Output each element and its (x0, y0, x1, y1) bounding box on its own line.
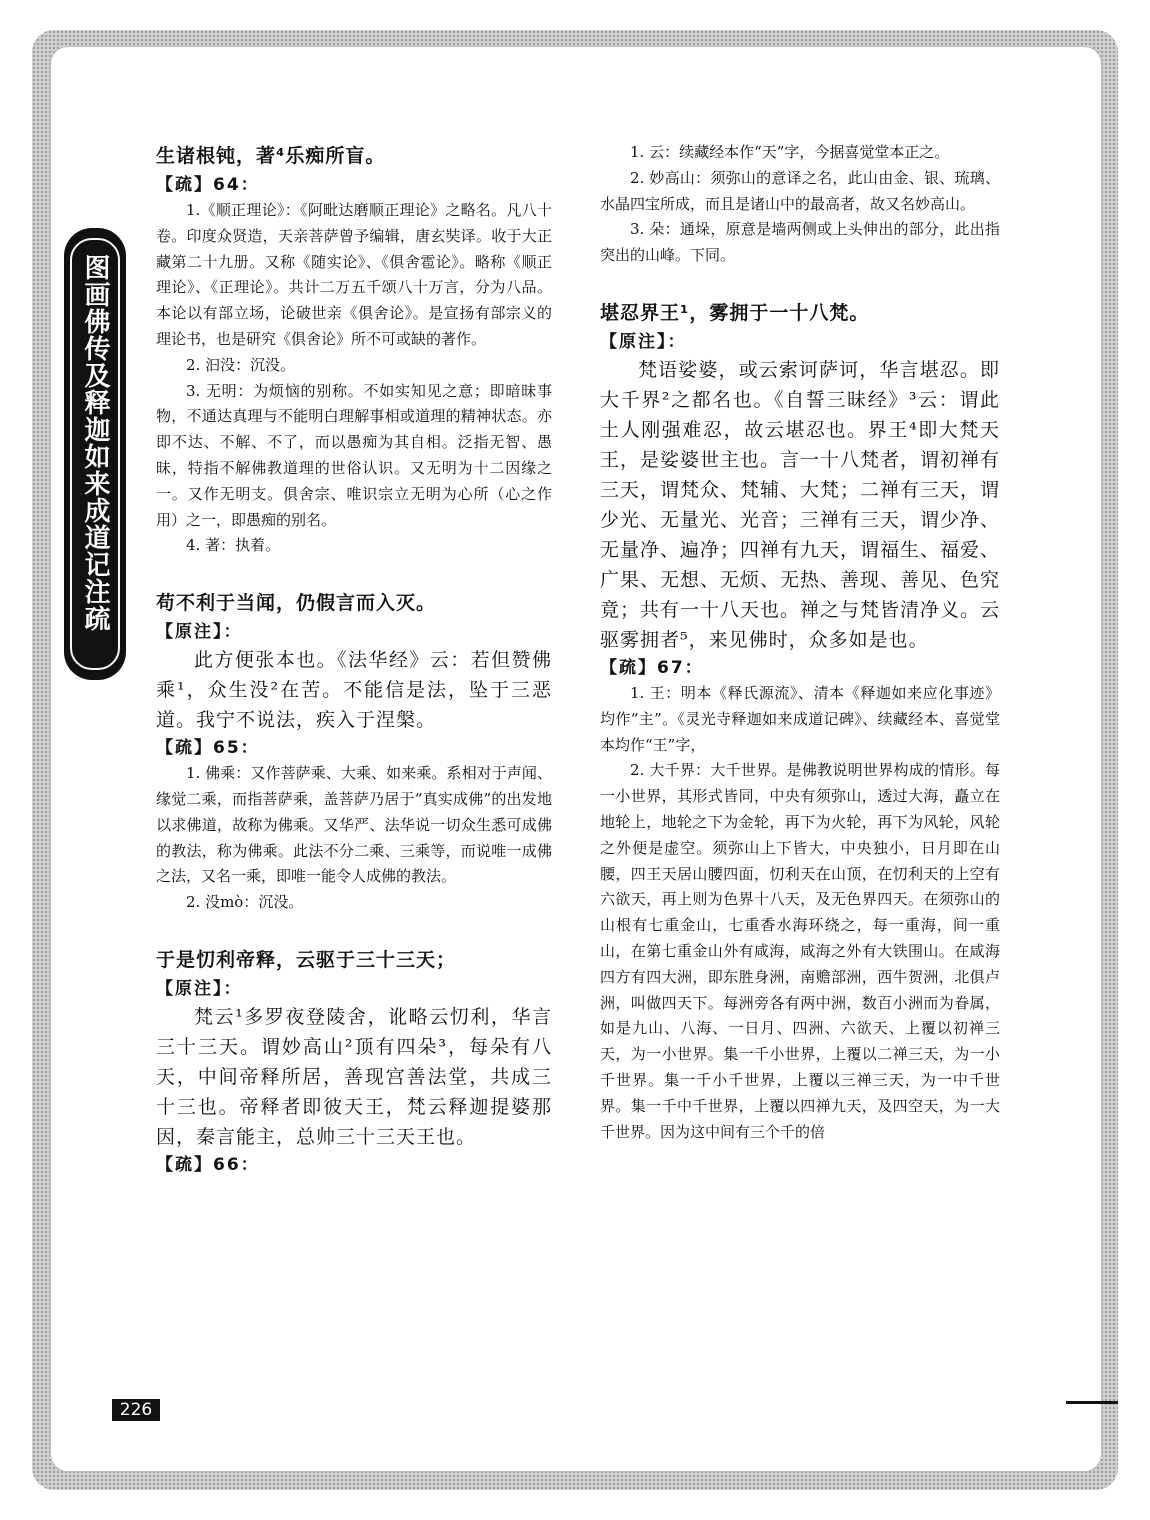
section4-heading: 堪忍界王¹，雾拥于一十八梵。 (600, 301, 870, 324)
spacer (600, 269, 1000, 297)
spacer (156, 916, 552, 944)
section3-label: 【原注】： (156, 978, 243, 999)
section4-label: 【原注】： (600, 331, 687, 352)
section4-body: 梵语娑婆，或云索诃萨诃，华言堪忍。即大千界²之都名也。《自誓三昧经》³云：谓此土人刚强难忍，故云堪忍也。界王⁴即大梵天王，是娑婆世主也。言一十八梵者，谓初禅有三天，谓梵众、梵辅、大梵；二禅有三天，谓少光、无量光、光音；三禅有三天，谓少净、无量净、遍净；四禅有九天，谓福生、福爱、广果、无想、无烦、无热、善现、善见、色究竟；共有一十八天也。禅之与梵皆清净义。云驱雾拥者⁵，来见佛时，众多如是也。 (600, 358, 1001, 651)
shu64-note-1: 1.《顺正理论》：《阿毗达磨顺正理论》之略名。凡八十卷。印度众贤造，天亲菩萨曾予编辑，唐玄奘译。收于大正藏第二十九册。又称《随实论》、《俱舍雹论》。略称《顺正理论》、《正理论》。共计二万五千颂八十万言，分为八品。本论以有部立场，论破世亲《俱舍论》。是宣扬有部宗义的理论书，也是研究《俱舍论》所不可或缺的著作。 (156, 201, 552, 348)
shu65-note-2: 2. 没mò：沉没。 (186, 893, 304, 912)
section3-body: 梵云¹多罗夜登陵舍，讹略云忉利，华言三十三天。谓妙高山²顶有四朵³，每朵有八天，中间帝释所居，善现宫善法堂，共成三十三也。帝释者即彼天王，梵云释迦提婆那因，秦言能主，总帅三十三天王也。 (156, 1005, 552, 1148)
shu67-note-2: 2. 大千界：大千世界。是佛教说明世界构成的情形。每一小世界，其形式皆同，中央有须弥山，透过大海，矗立在地轮上，地轮之下为金轮，再下为火轮，再下为风轮，风轮之外便是虚空。须弥山上下皆大，中央独小，日月即在山腰，四王天居山腰四面，忉利天在山顶，在忉利天的上空有六欲天，再上则为色界十八天，及无色界四天。在须弥山的山根有七重金山，七重香水海环绕之，每一重海，间一重山，在第七重金山外有咸海，咸海之外有大铁围山。在咸海四方有四大洲，即东胜身洲，南赡部洲，西牛贺洲，北俱卢洲，叫做四天下。每洲旁各有两中洲，数百小洲而为眷属，如是九山、八海、一日月、四洲、六欲天、上覆以初禅三天，为一小世界。集一千小世界，上覆以二禅三天，为一小千世界。集一千小千世界，上覆以三禅三天，为一中千世界。集一千中千世界，上覆以四禅九天，及四空天，为一大千世界。因为这中间有三个千的倍 (600, 761, 1000, 1141)
side-title-tab (64, 228, 126, 680)
side-title: 图画佛传及释迦如来成道记注疏 (80, 254, 110, 632)
shu67-note-1: 1. 王：明本《释氏源流》、清本《释迦如来应化事迹》均作“主”。《灵光寺释迦如来成道记碑》、续藏经本、喜觉堂本均作“王”字， (600, 683, 1000, 754)
spacer (156, 559, 552, 587)
shu66-note-3: 3. 朵：通垛，原意是墙两侧或上头伸出的部分，此出指突出的山峰。下同。 (600, 220, 1000, 265)
shu66-note-1: 1. 云：续藏经本作“天”字，今据喜觉堂本正之。 (630, 143, 950, 161)
section2-label: 【原注】： (156, 622, 243, 643)
shu67-label: 【疏】67： (600, 657, 704, 678)
section2-heading: 苟不利于当闻，仍假言而入灭。 (156, 592, 437, 615)
intro-line: 生诸根钝，著⁴乐痴所盲。 (156, 145, 386, 167)
left-column (156, 140, 552, 1178)
right-column (600, 140, 1000, 1145)
shu66-label: 【疏】66： (156, 1154, 260, 1175)
section3-heading: 于是忉利帝释，云驱于三十三天； (156, 948, 457, 971)
shu66-note-2: 2. 妙高山：须弥山的意译之名，此山由金、银、琉璃、水晶四宝所成，而且是诸山中的最高者，故又名妙高山。 (600, 168, 1000, 213)
shu64-note-4: 4. 著：执着。 (186, 536, 281, 555)
page-number: 226 (112, 1399, 160, 1421)
page-edge-rule (1066, 1401, 1118, 1404)
section2-body: 此方便张本也。《法华经》云：若但赞佛乘¹，众生没²在苦。不能信是法，坠于三恶道。我宁不说法，疾入于涅槃。 (156, 649, 552, 732)
shu65-label: 【疏】65： (156, 738, 260, 759)
shu65-note-1: 1. 佛乘：又作菩萨乘、大乘、如来乘。系相对于声闻、缘觉二乘，而指菩萨乘，盖菩萨乃居于“真实成佛”的出发地以求佛道，故称为佛乘。又华严、法华说一切众生悉可成佛的教法，称为佛乘。此法不分二乘、三乘等，而说唯一成佛之法，又名一乘，即唯一能令人成佛的教法。 (156, 764, 552, 886)
shu64-label: 【疏】64： (156, 175, 260, 195)
shu64-note-3: 3. 无明：为烦恼的别称。不如实知见之意；即暗昧事物，不通达真理与不能明白理解事相或道理的精神状态。亦即不达、不解、不了，而以愚痴为其自相。泛指无智、愚昧，特指不解佛教道理的世俗认识。又无明为十二因缘之一。又作无明支。俱舍宗、唯识宗立无明为心所（心之作用）之一，即愚痴的别名。 (156, 381, 552, 529)
shu64-note-2: 2. 汩没：沉没。 (186, 355, 296, 374)
